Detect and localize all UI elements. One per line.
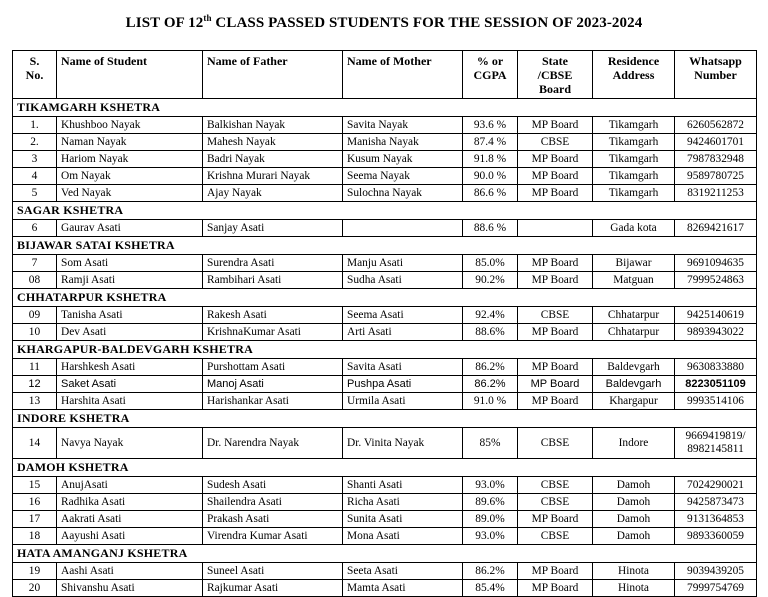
section-heading: SAGAR KSHETRA — [13, 202, 757, 220]
cell-percent: 89.0% — [463, 511, 518, 528]
header-residence: Residence Address — [593, 51, 675, 99]
cell-mother-name: Sudha Asati — [343, 272, 463, 289]
section-row — [13, 410, 757, 428]
table-row — [13, 376, 757, 393]
cell-percent: 85.4% — [463, 580, 518, 597]
cell-mother-name: Manisha Nayak — [343, 134, 463, 151]
cell-board: CBSE — [518, 134, 593, 151]
cell-percent: 85% — [463, 428, 518, 459]
table-row — [13, 528, 757, 545]
cell-percent: 93.0% — [463, 477, 518, 494]
cell-residence: Baldevgarh — [593, 376, 675, 393]
cell-residence: Chhatarpur — [593, 324, 675, 341]
cell-percent: 86.2% — [463, 563, 518, 580]
cell-board: MP Board — [518, 255, 593, 272]
section-row — [13, 545, 757, 563]
section-row — [13, 341, 757, 359]
cell-percent: 90.2% — [463, 272, 518, 289]
section-row — [13, 237, 757, 255]
cell-percent: 86.6 % — [463, 185, 518, 202]
cell-father-name: Prakash Asati — [203, 511, 343, 528]
section-heading: DAMOH KSHETRA — [13, 459, 757, 477]
cell-student-name: Om Nayak — [57, 168, 203, 185]
cell-sno: 15 — [13, 477, 57, 494]
cell-student-name: Ramji Asati — [57, 272, 203, 289]
header-sno: S. No. — [13, 51, 57, 99]
cell-mother-name: Urmila Asati — [343, 393, 463, 410]
cell-father-name: Ajay Nayak — [203, 185, 343, 202]
cell-mother-name: Seeta Asati — [343, 563, 463, 580]
cell-residence: Damoh — [593, 494, 675, 511]
cell-whatsapp: 8223051109 — [675, 376, 757, 393]
cell-mother-name: Seema Asati — [343, 307, 463, 324]
cell-whatsapp: 9893943022 — [675, 324, 757, 341]
cell-student-name: Hariom Nayak — [57, 151, 203, 168]
cell-residence: Hinota — [593, 580, 675, 597]
section-heading: KHARGAPUR-BALDEVGARH KSHETRA — [13, 341, 757, 359]
cell-sno: 20 — [13, 580, 57, 597]
cell-residence: Chhatarpur — [593, 307, 675, 324]
cell-student-name: Aashi Asati — [57, 563, 203, 580]
cell-board: MP Board — [518, 359, 593, 376]
cell-father-name: Harishankar Asati — [203, 393, 343, 410]
cell-percent: 88.6% — [463, 324, 518, 341]
cell-board: MP Board — [518, 185, 593, 202]
section-row — [13, 99, 757, 117]
cell-residence: Gada kota — [593, 220, 675, 237]
cell-board: MP Board — [518, 324, 593, 341]
table-row — [13, 324, 757, 341]
cell-father-name: Rambihari Asati — [203, 272, 343, 289]
cell-student-name: Khushboo Nayak — [57, 117, 203, 134]
cell-board: MP Board — [518, 393, 593, 410]
cell-whatsapp: 7999524863 — [675, 272, 757, 289]
cell-father-name: Mahesh Nayak — [203, 134, 343, 151]
cell-residence: Indore — [593, 428, 675, 459]
cell-mother-name: Sunita Asati — [343, 511, 463, 528]
cell-student-name: Radhika Asati — [57, 494, 203, 511]
cell-board: MP Board — [518, 511, 593, 528]
cell-board: MP Board — [518, 151, 593, 168]
table-row — [13, 393, 757, 410]
cell-father-name: Badri Nayak — [203, 151, 343, 168]
section-row — [13, 202, 757, 220]
cell-father-name: Balkishan Nayak — [203, 117, 343, 134]
section-heading: TIKAMGARH KSHETRA — [13, 99, 757, 117]
table-row — [13, 151, 757, 168]
section-row — [13, 459, 757, 477]
cell-whatsapp: 9691094635 — [675, 255, 757, 272]
cell-mother-name: Pushpa Asati — [343, 376, 463, 393]
cell-sno: 14 — [13, 428, 57, 459]
cell-whatsapp: 6260562872 — [675, 117, 757, 134]
cell-percent: 86.2% — [463, 359, 518, 376]
cell-whatsapp: 7999754769 — [675, 580, 757, 597]
cell-board: MP Board — [518, 272, 593, 289]
cell-sno: 6 — [13, 220, 57, 237]
cell-mother-name — [343, 220, 463, 237]
cell-board: CBSE — [518, 494, 593, 511]
cell-residence: Damoh — [593, 528, 675, 545]
table-body — [13, 99, 757, 597]
cell-whatsapp: 8269421617 — [675, 220, 757, 237]
cell-father-name: KrishnaKumar Asati — [203, 324, 343, 341]
cell-whatsapp: 9893360059 — [675, 528, 757, 545]
cell-residence: Tikamgarh — [593, 185, 675, 202]
table-row — [13, 494, 757, 511]
cell-mother-name: Kusum Nayak — [343, 151, 463, 168]
cell-student-name: Naman Nayak — [57, 134, 203, 151]
table-row — [13, 185, 757, 202]
cell-percent: 86.2% — [463, 376, 518, 393]
cell-percent: 92.4% — [463, 307, 518, 324]
cell-mother-name: Shanti Asati — [343, 477, 463, 494]
section-heading: INDORE KSHETRA — [13, 410, 757, 428]
cell-sno: 18 — [13, 528, 57, 545]
cell-residence: Tikamgarh — [593, 134, 675, 151]
cell-whatsapp: 9589780725 — [675, 168, 757, 185]
cell-sno: 10 — [13, 324, 57, 341]
cell-sno: 5 — [13, 185, 57, 202]
cell-percent: 91.0 % — [463, 393, 518, 410]
table-row — [13, 477, 757, 494]
cell-residence: Tikamgarh — [593, 117, 675, 134]
cell-student-name: Ved Nayak — [57, 185, 203, 202]
header-father: Name of Father — [203, 51, 343, 99]
cell-whatsapp: 8319211253 — [675, 185, 757, 202]
cell-board: MP Board — [518, 563, 593, 580]
header-row — [13, 51, 757, 99]
cell-percent: 91.8 % — [463, 151, 518, 168]
cell-mother-name: Seema Nayak — [343, 168, 463, 185]
cell-student-name: Shivanshu Asati — [57, 580, 203, 597]
cell-sno: 2. — [13, 134, 57, 151]
cell-whatsapp: 9630833880 — [675, 359, 757, 376]
cell-mother-name: Savita Asati — [343, 359, 463, 376]
cell-student-name: Navya Nayak — [57, 428, 203, 459]
cell-sno: 09 — [13, 307, 57, 324]
cell-whatsapp: 9425140619 — [675, 307, 757, 324]
cell-board — [518, 220, 593, 237]
cell-student-name: Harshkesh Asati — [57, 359, 203, 376]
cell-board: CBSE — [518, 428, 593, 459]
cell-whatsapp: 9424601701 — [675, 134, 757, 151]
cell-residence: Tikamgarh — [593, 151, 675, 168]
cell-board: MP Board — [518, 376, 593, 393]
table-row — [13, 168, 757, 185]
table-row — [13, 428, 757, 459]
section-heading: BIJAWAR SATAI KSHETRA — [13, 237, 757, 255]
table-row — [13, 511, 757, 528]
cell-board: MP Board — [518, 117, 593, 134]
table-row — [13, 272, 757, 289]
cell-residence: Khargapur — [593, 393, 675, 410]
section-heading: CHHATARPUR KSHETRA — [13, 289, 757, 307]
cell-whatsapp: 9131364853 — [675, 511, 757, 528]
header-board: State /CBSE Board — [518, 51, 593, 99]
cell-sno: 08 — [13, 272, 57, 289]
table-row — [13, 307, 757, 324]
cell-student-name: Gaurav Asati — [57, 220, 203, 237]
cell-father-name: Rakesh Asati — [203, 307, 343, 324]
cell-student-name: Aayushi Asati — [57, 528, 203, 545]
table-row — [13, 255, 757, 272]
cell-whatsapp: 9039439205 — [675, 563, 757, 580]
cell-percent: 89.6% — [463, 494, 518, 511]
cell-residence: Bijawar — [593, 255, 675, 272]
cell-student-name: Som Asati — [57, 255, 203, 272]
cell-percent: 85.0% — [463, 255, 518, 272]
header-mother: Name of Mother — [343, 51, 463, 99]
cell-sno: 13 — [13, 393, 57, 410]
cell-whatsapp: 9425873473 — [675, 494, 757, 511]
cell-whatsapp: 9669419819/ 8982145811 — [675, 428, 757, 459]
cell-father-name: Sudesh Asati — [203, 477, 343, 494]
cell-father-name: Virendra Kumar Asati — [203, 528, 343, 545]
cell-mother-name: Dr. Vinita Nayak — [343, 428, 463, 459]
cell-sno: 11 — [13, 359, 57, 376]
cell-residence: Baldevgarh — [593, 359, 675, 376]
cell-sno: 19 — [13, 563, 57, 580]
section-row — [13, 289, 757, 307]
table-row — [13, 580, 757, 597]
table-row — [13, 117, 757, 134]
cell-sno: 7 — [13, 255, 57, 272]
header-percent: % or CGPA — [463, 51, 518, 99]
cell-sno: 4 — [13, 168, 57, 185]
cell-sno: 17 — [13, 511, 57, 528]
cell-mother-name: Mona Asati — [343, 528, 463, 545]
cell-residence: Damoh — [593, 477, 675, 494]
cell-mother-name: Manju Asati — [343, 255, 463, 272]
cell-student-name: Aakrati Asati — [57, 511, 203, 528]
cell-father-name: Sanjay Asati — [203, 220, 343, 237]
cell-residence: Tikamgarh — [593, 168, 675, 185]
cell-mother-name: Richa Asati — [343, 494, 463, 511]
cell-student-name: Dev Asati — [57, 324, 203, 341]
cell-father-name: Rajkumar Asati — [203, 580, 343, 597]
header-student: Name of Student — [57, 51, 203, 99]
cell-whatsapp: 7987832948 — [675, 151, 757, 168]
cell-board: CBSE — [518, 307, 593, 324]
table-row — [13, 563, 757, 580]
cell-residence: Matguan — [593, 272, 675, 289]
table-row — [13, 134, 757, 151]
cell-father-name: Shailendra Asati — [203, 494, 343, 511]
cell-father-name: Krishna Murari Nayak — [203, 168, 343, 185]
cell-mother-name: Sulochna Nayak — [343, 185, 463, 202]
cell-student-name: Tanisha Asati — [57, 307, 203, 324]
section-heading: HATA AMANGANJ KSHETRA — [13, 545, 757, 563]
cell-father-name: Purshottam Asati — [203, 359, 343, 376]
cell-sno: 3 — [13, 151, 57, 168]
cell-student-name: AnujAsati — [57, 477, 203, 494]
header-whatsapp: Whatsapp Number — [675, 51, 757, 99]
cell-board: CBSE — [518, 528, 593, 545]
cell-mother-name: Arti Asati — [343, 324, 463, 341]
cell-mother-name: Savita Nayak — [343, 117, 463, 134]
cell-board: MP Board — [518, 168, 593, 185]
cell-board: MP Board — [518, 580, 593, 597]
cell-father-name: Surendra Asati — [203, 255, 343, 272]
cell-father-name: Dr. Narendra Nayak — [203, 428, 343, 459]
cell-student-name: Saket Asati — [57, 376, 203, 393]
cell-board: CBSE — [518, 477, 593, 494]
students-table — [12, 50, 757, 597]
table-row — [13, 359, 757, 376]
cell-mother-name: Mamta Asati — [343, 580, 463, 597]
page-title: LIST OF 12th CLASS PASSED STUDENTS FOR THE SESSION OF 2023-2024 — [125, 13, 643, 31]
cell-student-name: Harshita Asati — [57, 393, 203, 410]
table-row — [13, 220, 757, 237]
cell-residence: Hinota — [593, 563, 675, 580]
cell-percent: 93.6 % — [463, 117, 518, 134]
cell-percent: 93.0% — [463, 528, 518, 545]
cell-whatsapp: 9993514106 — [675, 393, 757, 410]
cell-whatsapp: 7024290021 — [675, 477, 757, 494]
cell-sno: 12 — [13, 376, 57, 393]
cell-father-name: Suneel Asati — [203, 563, 343, 580]
cell-percent: 90.0 % — [463, 168, 518, 185]
cell-father-name: Manoj Asati — [203, 376, 343, 393]
cell-sno: 1. — [13, 117, 57, 134]
cell-percent: 88.6 % — [463, 220, 518, 237]
cell-percent: 87.4 % — [463, 134, 518, 151]
cell-sno: 16 — [13, 494, 57, 511]
cell-residence: Damoh — [593, 511, 675, 528]
